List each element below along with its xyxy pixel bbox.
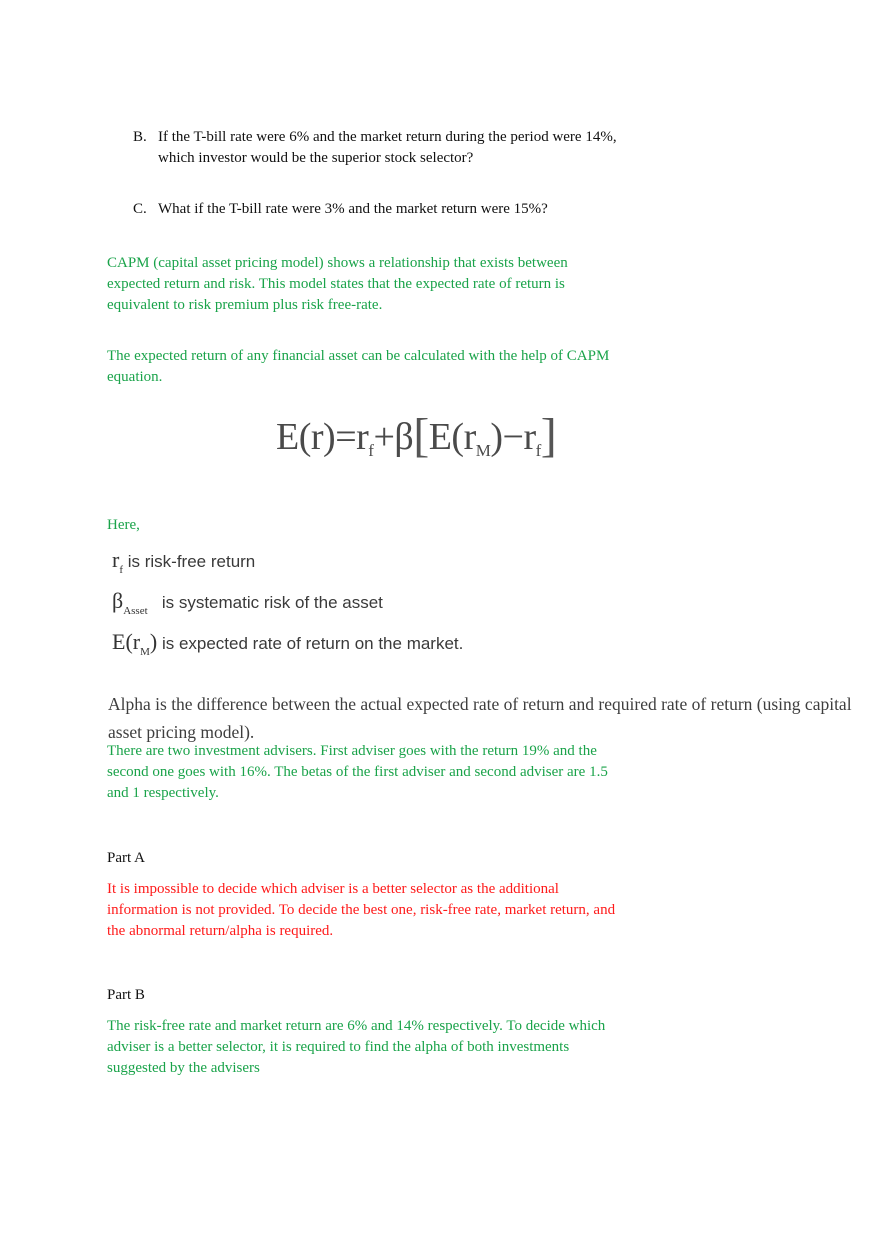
rf-symbol: r	[112, 547, 120, 572]
rf-definition-text: is risk-free return	[127, 552, 256, 571]
beta-definition-text: is systematic risk of the asset	[161, 593, 383, 612]
part-b-text: The risk-free rate and market return are 6% and 14% respectively. To decide which adviser is a better selector, it is required to find the alpha of both investments suggested by the advisers	[107, 1018, 606, 1076]
question-b-text: If the T-bill rate were 6% and the market return during the period were 14%, which investor would be the superior stock selector?	[158, 129, 617, 166]
equation-equals: =	[335, 416, 357, 458]
advisers-text: There are two investment advisers. First adviser goes with the return 19% and the second one goes with 16%. The betas of the first adviser and second adviser are 1.5 and 1 respectively.	[107, 743, 608, 801]
equation-e-rm-close: )	[490, 416, 503, 458]
equation-rf: r	[356, 416, 369, 458]
rf-subscript: f	[119, 564, 123, 576]
equation-beta: β	[394, 416, 414, 458]
equation-close-bracket: ]	[540, 409, 557, 462]
question-c	[133, 199, 633, 220]
definition-beta	[112, 589, 383, 623]
equation-e-rm: E(r	[428, 416, 476, 458]
beta-symbol: β	[112, 588, 124, 613]
capm-equation-intro: The expected return of any financial asset can be calculated with the help of CAPM equation.	[107, 348, 610, 385]
equation-minus: −	[502, 416, 524, 458]
part-a-text: It is impossible to decide which adviser is a better selector as the additional information is not provided. To decide the best one, risk-free rate, market return, and the abnormal return/alpha is required.	[107, 881, 616, 939]
part-a-heading: Part A	[107, 850, 145, 866]
erm-symbol-end: )	[149, 629, 158, 654]
here-label: Here,	[107, 517, 140, 533]
equation-lhs: E(r)	[276, 416, 336, 458]
equation-rf-sub: f	[368, 441, 374, 460]
capm-equation	[276, 406, 606, 462]
erm-definition-text: is expected rate of return on the market.	[161, 634, 464, 653]
capm-definition: CAPM (capital asset pricing model) shows a relationship that exists between expected return and risk. This model states that the expected rate of return is equivalent to risk premium plus risk free-rate.	[107, 255, 568, 313]
equation-rf2-sub: f	[535, 441, 541, 460]
erm-subscript: M	[140, 646, 150, 658]
equation-open-bracket: [	[413, 409, 429, 462]
alpha-definition: Alpha is the difference between the actual expected rate of return and required rate of return (using capital asset pricing model).	[108, 693, 852, 742]
equation-plus: +	[373, 416, 395, 458]
question-c-text: What if the T-bill rate were 3% and the market return were 15%?	[158, 201, 548, 217]
equation-rm-sub: M	[475, 441, 491, 460]
equation-rf2: r	[523, 416, 536, 458]
beta-subscript: Asset	[123, 605, 148, 617]
question-b	[133, 127, 633, 169]
definition-erm	[112, 630, 463, 664]
erm-symbol: E(r	[112, 629, 141, 654]
question-b-label: B.	[133, 129, 147, 145]
question-c-label: C.	[133, 201, 147, 217]
part-b-heading: Part B	[107, 987, 145, 1003]
definition-rf	[112, 548, 255, 582]
